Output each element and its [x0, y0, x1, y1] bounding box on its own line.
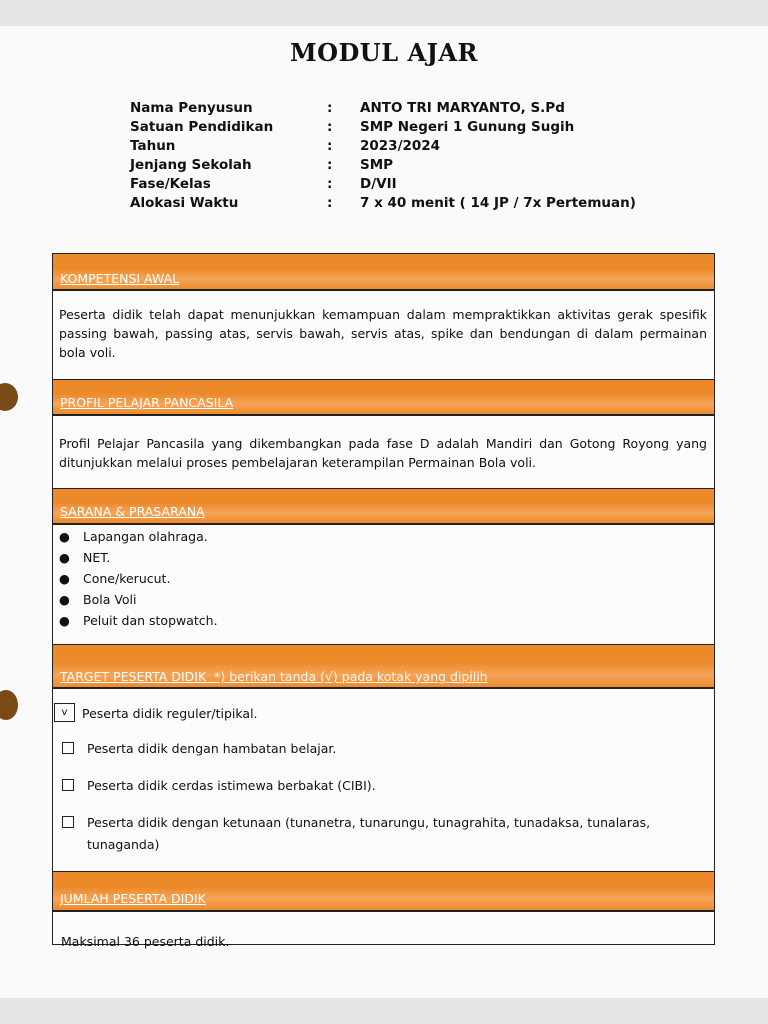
list-item-text: Lapangan olahraga. [83, 529, 208, 544]
kompetensi-text: Peserta didik telah dapat menunjukkan kemampuan dalam mempraktikkan aktivitas gerak spesifik passing bawah, passing atas, servis bawah, servis atas, spike dan bendungan di dalam permainan bola voli. [59, 307, 707, 360]
divider [52, 414, 715, 416]
bullet-icon: ● [59, 613, 70, 628]
checkbox[interactable] [62, 816, 74, 828]
divider [52, 687, 715, 689]
identity-label: Alokasi Waktu [130, 195, 239, 211]
checkbox[interactable] [62, 742, 74, 754]
list-item-text: Peluit dan stopwatch. [83, 613, 218, 628]
identity-value: ANTO TRI MARYANTO, S.Pd [360, 100, 565, 116]
option-label: Peserta didik cerdas istimewa berbakat (CIBI). [87, 778, 376, 793]
target-heading: TARGET PESERTA DIDIK [60, 669, 207, 684]
section-heading: PROFIL PELAJAR PANCASILA [60, 395, 234, 410]
profil-text: Profil Pelajar Pancasila yang dikembangkan pada fase D adalah Mandiri dan Gotong Royong yang ditunjukkan melalui proses pembelajaran keterampilan Permainan Bola voli. [59, 436, 707, 470]
divider [52, 523, 715, 525]
divider [52, 910, 715, 912]
jumlah-text: Maksimal 36 peserta didik. [61, 934, 230, 949]
section-header-jumlah [52, 872, 715, 910]
option-label: Peserta didik dengan ketunaan (tunanetra, tunarungu, tunagrahita, tunadaksa, tunalaras, tunaganda) [87, 815, 651, 852]
section-heading: KOMPETENSI AWAL [60, 271, 180, 286]
bullet-icon: ● [59, 592, 70, 607]
identity-value: D/VII [360, 176, 397, 192]
section-heading: JUMLAH PESERTA DIDIK [60, 891, 206, 906]
identity-label: Tahun [130, 138, 176, 154]
identity-colon: : [327, 119, 333, 135]
section-heading: SARANA & PRASARANA [60, 504, 205, 519]
list-item-text: Cone/kerucut. [83, 571, 171, 586]
identity-label: Jenjang Sekolah [130, 157, 252, 173]
list-item-text: NET. [83, 550, 111, 565]
bullet-icon: ● [59, 529, 70, 544]
option-label: Peserta didik dengan hambatan belajar. [87, 741, 337, 756]
identity-colon: : [327, 100, 333, 116]
section-header-sarana [52, 489, 715, 523]
identity-colon: : [327, 138, 333, 154]
section-header-profil [52, 380, 715, 414]
identity-value: SMP [360, 157, 394, 173]
section-header-kompetensi [52, 254, 715, 290]
bullet-icon: ● [59, 571, 70, 586]
list-item-text: Bola Voli [83, 592, 137, 607]
checkbox-checked[interactable]: v [54, 703, 75, 722]
identity-label: Fase/Kelas [130, 176, 211, 192]
identity-colon: : [327, 195, 333, 211]
identity-label: Nama Penyusun [130, 100, 253, 116]
divider [52, 289, 715, 291]
option-label: Peserta didik reguler/tipikal. [82, 706, 258, 721]
identity-value: 2023/2024 [360, 138, 441, 154]
section-heading [60, 669, 488, 684]
section-header-target [52, 645, 715, 688]
identity-label: Satuan Pendidikan [130, 119, 274, 135]
identity-colon: : [327, 157, 333, 173]
checkbox[interactable] [62, 779, 74, 791]
bullet-icon: ● [59, 550, 70, 565]
document-title: MODUL AJAR [290, 38, 478, 67]
target-note: *) berikan tanda (√) pada kotak yang dipilih [214, 669, 488, 684]
identity-value: 7 x 40 menit ( 14 JP / 7x Pertemuan) [360, 195, 636, 211]
identity-value: SMP Negeri 1 Gunung Sugih [360, 119, 575, 135]
identity-colon: : [327, 176, 333, 192]
